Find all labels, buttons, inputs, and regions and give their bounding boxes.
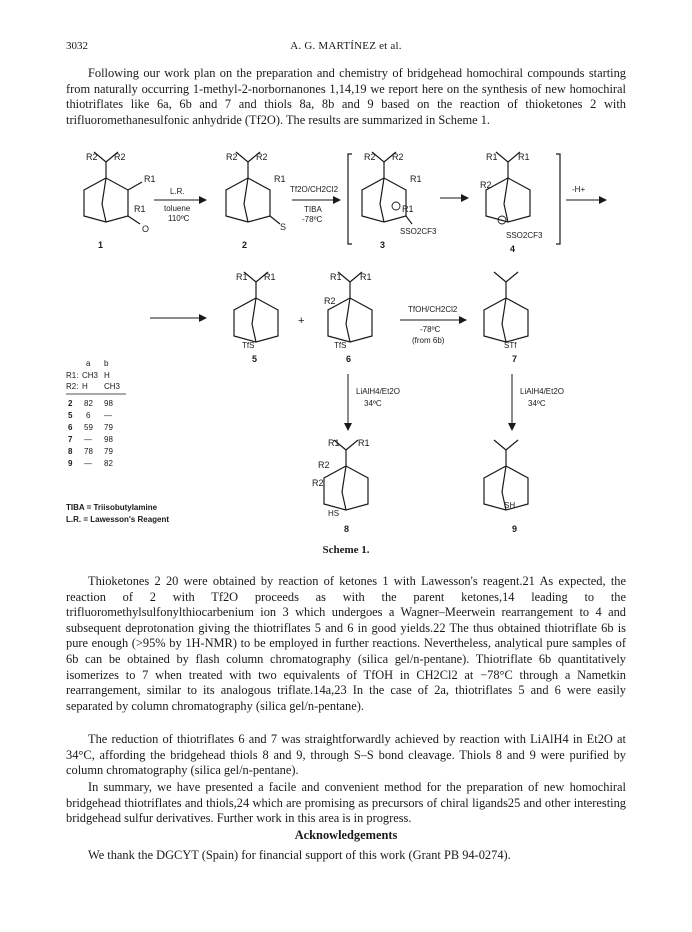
compound-4-label: 4	[510, 244, 516, 254]
compound-9-structure	[484, 440, 528, 510]
table-r2-label: R2:	[66, 382, 79, 391]
acknowledgements-title: Acknowledgements	[294, 828, 398, 842]
page-header	[66, 40, 626, 56]
reagent-tf2o: Tf2O/CH2Cl2	[290, 185, 339, 194]
reagent-tiba: TIBA	[304, 205, 322, 214]
table-row-9-b: 82	[104, 459, 113, 468]
footnote-lr: L.R. = Lawesson's Reagent	[66, 515, 170, 524]
compound-2-label: 2	[242, 240, 248, 250]
compound-3-r1-b: R1	[402, 204, 414, 214]
compound-2-r1: R1	[274, 174, 286, 184]
table-r2-a: H	[82, 382, 88, 391]
running-head: A. G. MARTÍNEZ et al.	[290, 40, 402, 52]
compound-8-label: 8	[344, 524, 350, 534]
compound-5-r1-b: R1	[264, 272, 276, 282]
compound-4-r1-b: R1	[518, 152, 530, 162]
compound-4-r2: R2	[480, 180, 492, 190]
compound-1-r1-b: R1	[134, 204, 146, 214]
compound-1-label: 1	[98, 240, 104, 250]
table-row-7-b: 98	[104, 435, 113, 444]
compound-7-label: 7	[512, 354, 518, 364]
compound-9-sh: SH	[504, 501, 516, 510]
table-head-a: a	[86, 359, 91, 368]
compound-1-r1-a: R1	[144, 174, 156, 184]
compound-6-r2: R2	[324, 296, 336, 306]
reagent-110c: 110ºC	[168, 214, 190, 223]
compound-1-r2-a: R2	[86, 152, 98, 162]
intro-paragraph: Following our work plan on the preparation and chemistry of bridgehead homochiral compounds starting from naturally occurring 1-methyl-2-norbornanones 1,14,19 we report here on the synthesis of new homochiral thiotriflates like 6a, 6b and 7 and thiols 8a, 8b and 9 based on the reaction of thioketones 2 with trifluoromethanesulfonic anhydride (Tf2O). The results are summarized in Scheme 1.	[66, 66, 626, 127]
bracket-left	[348, 154, 352, 244]
table-row-7-a: —	[84, 435, 92, 444]
table-row-7-id: 7	[68, 435, 73, 444]
acknowledgements-text: We thank the DGCYT (Spain) for financial support of this work (Grant PB 94-0274).	[88, 848, 511, 862]
compound-3-label: 3	[380, 240, 386, 250]
minus-h-label: -H+	[572, 185, 586, 194]
plus-sign: +	[298, 315, 305, 327]
table-row-2-id: 2	[68, 399, 73, 408]
compound-1-oxygen: O	[142, 224, 150, 234]
compound-6-structure	[328, 272, 372, 342]
page-number: 3032	[66, 40, 88, 52]
scheme-drawing	[66, 148, 626, 560]
table-row-6-a: 59	[84, 423, 93, 432]
reagent-34c-b: 34ºC	[528, 399, 546, 408]
table-row-9-a: —	[84, 459, 92, 468]
compound-3-r2-a: R2	[364, 152, 376, 162]
reagent-lr: L.R.	[170, 187, 185, 196]
table-row-5-id: 5	[68, 411, 73, 420]
table-row-6-id: 6	[68, 423, 73, 432]
compound-8-structure	[324, 440, 368, 510]
table-row-6-b: 79	[104, 423, 113, 432]
table-row-5-a: 6	[86, 411, 91, 420]
reagent-lialh4-a: LiAlH4/Et2O	[356, 387, 401, 396]
table-r2-b: CH3	[104, 382, 121, 391]
yields-table	[66, 359, 126, 468]
table-row-2-b: 98	[104, 399, 113, 408]
table-head-b: b	[104, 359, 109, 368]
body-paragraph-2: The reduction of thiotriflates 6 and 7 was straightforwardly achieved by reaction with LiAlH4 in Et2O at 34°C, affording the bridgehead thiols 8 and 9, through S–S bond cleavage. Thiols 8 and 9 were purified by column chromatography (silica gel/n-pentane).	[66, 732, 626, 778]
table-row-5-b: —	[104, 411, 112, 420]
compound-6-r1-a: R1	[330, 272, 342, 282]
compound-2-sulfur: S	[280, 222, 287, 232]
table-row-2-a: 82	[84, 399, 93, 408]
table-r1-a: CH3	[82, 371, 99, 380]
compound-2-r2-b: R2	[256, 152, 268, 162]
compound-2-structure	[226, 152, 280, 224]
reaction-scheme	[66, 148, 626, 560]
reagent-lialh4-b: LiAlH4/Et2O	[520, 387, 565, 396]
compound-4-sso2cf3: SSO2CF3	[506, 231, 543, 240]
table-row-9-id: 9	[68, 459, 73, 468]
compound-5-tfs: TfS	[242, 341, 255, 350]
compound-4-structure	[486, 152, 530, 224]
compound-6-r1-b: R1	[360, 272, 372, 282]
compound-5-r1-a: R1	[236, 272, 248, 282]
reagent-tfoh: TfOH/CH2Cl2	[408, 305, 458, 314]
compound-8-r1-a: R1	[328, 438, 340, 448]
compound-9-label: 9	[512, 524, 518, 534]
compound-8-hs: HS	[328, 509, 340, 518]
footnote-tiba: TIBA = Triisobutylamine	[66, 503, 158, 512]
bracket-right	[556, 154, 560, 244]
compound-6-tfs: TfS	[334, 341, 347, 350]
body-paragraph-1: Thioketones 2 20 were obtained by reaction of ketones 1 with Lawesson's reagent.21 As expected, the reaction of 2 with Tf2O proceeds as with the parent ketones,14 leading to the trifluoromethylsulfonylthiocarbenium ion 3 which undergoes a Wagner–Meerwein rearrangement to 4 and subsequent deprotonation giving the thiotriflates 5 and 6 in good yields.22 The thus obtained thiotriflate 6b is pure enough (>95% by 1H-NMR) to be employed in further reactions. Nevertheless, analytical pure samples of 6b can be obtained by flash column chromatography (silica gel/n-pentane). Thiotriflate 6b quantitatively isomerizes to 7 when treated with two equivalents of TfOH in CH2Cl2 at −78°C through a Nametkin rearrangement, similar to its analogous triflate.14a,23 In the case of 2a, thiotriflates 5 and 6 were easily separated by column chromatography (silica gel/n-pentane).	[66, 574, 626, 713]
reagent-toluene: toluene	[164, 204, 191, 213]
compound-4-r1-a: R1	[486, 152, 498, 162]
compound-8-r2-a: R2	[318, 460, 330, 470]
compound-5-label: 5	[252, 354, 258, 364]
compound-8-r1-b: R1	[358, 438, 370, 448]
scheme-caption: Scheme 1.	[322, 544, 370, 556]
compound-6-label: 6	[346, 354, 352, 364]
compound-2-r2-a: R2	[226, 152, 238, 162]
table-row-8-a: 78	[84, 447, 93, 456]
compound-3-sso2cf3: SSO2CF3	[400, 227, 437, 236]
table-r1-label: R1:	[66, 371, 79, 380]
reagent-34c-a: 34ºC	[364, 399, 382, 408]
compound-3-r2-b: R2	[392, 152, 404, 162]
reagent-minus78: -78ºC	[302, 215, 323, 224]
compound-8-r2-b: R2	[312, 478, 324, 488]
compound-7-structure	[484, 272, 528, 342]
table-row-8-id: 8	[68, 447, 73, 456]
compound-1-r2-b: R2	[114, 152, 126, 162]
compound-5-structure	[234, 272, 278, 342]
compound-7-stf: STf	[504, 341, 517, 350]
compound-3-r1-a: R1	[410, 174, 422, 184]
table-r1-b: H	[104, 371, 110, 380]
body-paragraph-3: In summary, we have presented a facile and convenient method for the preparation of new homochiral bridgehead thiotriflates and thiols,24 which are promising as precursors of chiral ligands25 and other interesting bridgehead sulfur derivatives. Further work in this area is in progress.	[66, 780, 626, 826]
reagent-from-6b: (from 6b)	[412, 336, 445, 345]
table-row-8-b: 79	[104, 447, 113, 456]
reagent-step3-temp: -78ºC	[420, 325, 441, 334]
